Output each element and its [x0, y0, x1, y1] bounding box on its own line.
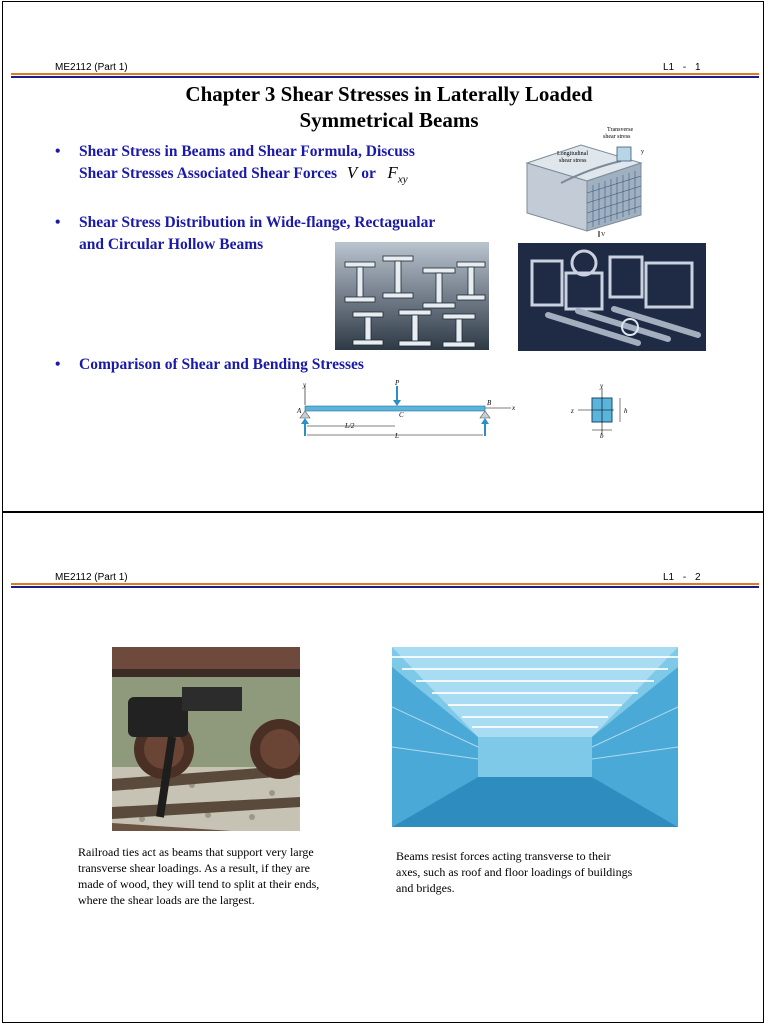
bullet-text-1b-main: Shear Stresses Associated Shear Forces — [79, 165, 338, 182]
page-number — [663, 62, 701, 73]
page-digit: 2 — [695, 572, 701, 583]
caption-railroad-line-2: transverse shear loadings. As a result, if they are — [78, 861, 310, 875]
simply-supported-beam-diagram — [295, 380, 521, 442]
railroad-tie-photo — [112, 647, 300, 831]
beam-dim-full: L — [395, 432, 399, 440]
bullet-dot: • — [55, 143, 61, 160]
wide-flange-beams-photo — [335, 242, 489, 350]
bullet-dot: • — [55, 214, 61, 231]
header-rule-blue — [11, 76, 759, 78]
fig-axis-v: V — [601, 232, 606, 237]
caption-railroad — [78, 844, 319, 908]
section-axis-y: y — [600, 384, 604, 390]
fig-label-1: Transverse — [607, 127, 634, 133]
symbol-v: V — [346, 163, 358, 182]
caption-railroad-line-1: Railroad ties act as beams that support very large — [78, 845, 314, 859]
slide-2 — [2, 512, 764, 1023]
beam-load-p: P — [395, 380, 400, 387]
header-rule-orange — [11, 583, 759, 585]
section-width-b: b — [600, 432, 604, 440]
beam-support-a: A — [297, 407, 302, 415]
caption-railroad-line-3: made of wood, they will tend to split at their ends, — [78, 877, 320, 891]
course-label: ME2112 (Part 1) — [55, 62, 128, 73]
beam-axis-y: y — [303, 381, 307, 389]
beam-axis-x: x — [512, 404, 516, 412]
section-axis-z: z — [571, 407, 574, 415]
symbol-subscript: xy — [397, 173, 408, 186]
beam-stress-cube-icon — [521, 123, 653, 237]
caption-railroad-line-4: where the shear loads are the largest. — [78, 893, 255, 907]
bullet-text-1b — [79, 162, 408, 190]
rectangular-section-diagram — [568, 384, 640, 440]
caption-bridge-line-2: axes, such as roof and floor loadings of buildings — [396, 865, 633, 879]
caption-bridge-line-3: and bridges. — [396, 881, 455, 895]
fig-label-2: shear stress — [603, 134, 631, 140]
symbol-fxy — [387, 163, 408, 186]
bullet-text-1a: Shear Stress in Beams and Shear Formula, Discuss — [79, 143, 415, 160]
beam-support-b: B — [487, 399, 492, 407]
page-prefix: L1 - — [663, 572, 687, 583]
bullet-text-3: Comparison of Shear and Bending Stresses — [79, 356, 364, 373]
page-number — [663, 572, 701, 583]
page-prefix: L1 - — [663, 62, 687, 73]
header-rule-blue — [11, 586, 759, 588]
title-line-2: Symmetrical Beams — [299, 108, 479, 132]
slide-1 — [2, 1, 764, 512]
title-line-1: Chapter 3 Shear Stresses in Laterally Loaded — [185, 82, 593, 106]
bridge-beams-photo — [392, 647, 678, 827]
bullet-connector: or — [361, 165, 376, 182]
bullet-text-2a: Shear Stress Distribution in Wide-flange, Rectagualar — [79, 214, 436, 231]
caption-bridge — [396, 848, 632, 896]
hollow-sections-photo — [518, 243, 706, 351]
bullet-text-2b: and Circular Hollow Beams — [79, 236, 264, 253]
beam-point-c: C — [399, 411, 404, 419]
fig-label-3: Longitudinal — [557, 151, 588, 157]
bullet-dot: • — [55, 356, 61, 373]
caption-bridge-line-1: Beams resist forces acting transverse to their — [396, 849, 611, 863]
fig-label-4: shear stress — [559, 158, 587, 164]
page-digit: 1 — [695, 62, 701, 73]
page-title — [3, 81, 768, 133]
section-height-h: h — [624, 407, 628, 415]
course-label: ME2112 (Part 1) — [55, 572, 128, 583]
symbol-f: F — [387, 163, 398, 182]
header-rule-orange — [11, 73, 759, 75]
beam-dim-half: L/2 — [345, 422, 355, 430]
fig-axis-y: y — [641, 149, 644, 155]
